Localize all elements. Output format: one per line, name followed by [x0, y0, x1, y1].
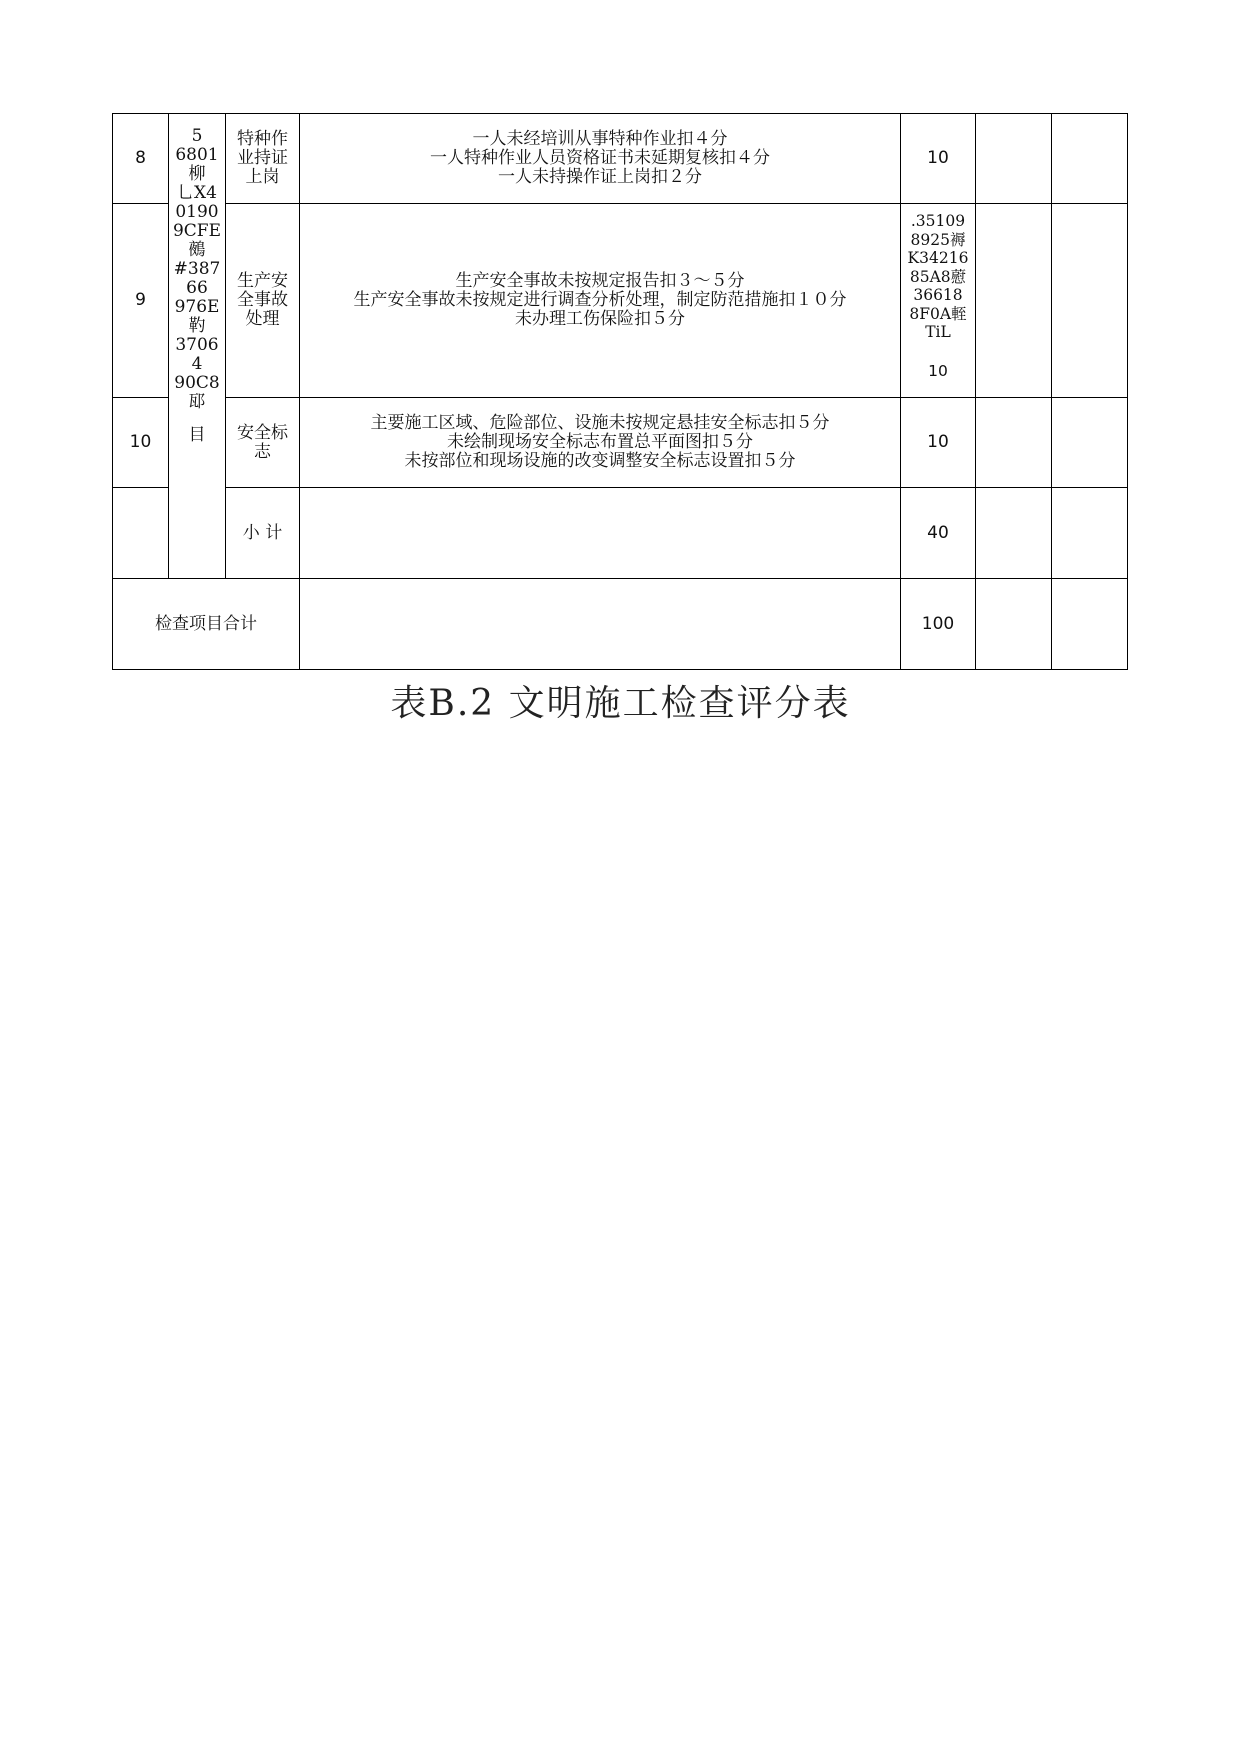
total-rules-cell — [300, 579, 901, 670]
deduction-rule: 未办理工伤保险扣５分 — [515, 309, 685, 329]
code-line: 0190 — [175, 202, 219, 222]
item-name-line: 特种作 — [237, 129, 288, 149]
deducted-score-cell — [976, 579, 1052, 670]
deduction-rule: 生产安全事故未按规定报告扣３～５分 — [455, 271, 745, 291]
item-name-cell — [226, 114, 300, 204]
subtotal-rules-cell — [300, 488, 901, 579]
score-cell — [901, 204, 976, 398]
code-line: 靮 — [188, 316, 206, 336]
score-code-line: 36618 — [913, 286, 963, 304]
actual-score-cell — [1052, 204, 1128, 398]
item-name-line: 生产安 — [237, 271, 288, 291]
score-code-line: 85A8藯 — [909, 267, 967, 286]
code-line: 66 — [186, 278, 208, 298]
score-code-line: K34216 — [907, 249, 969, 267]
actual-score-cell — [1052, 579, 1128, 670]
deducted-score-cell — [976, 488, 1052, 579]
code-line: #387 — [173, 259, 221, 279]
deducted-score-cell — [976, 204, 1052, 398]
total-label: 检查项目合计 — [113, 579, 300, 670]
item-name-line: 安全标 — [237, 422, 288, 443]
total-score: 100 — [901, 579, 976, 670]
item-name-cell — [226, 204, 300, 398]
deducted-score-cell — [976, 398, 1052, 488]
code-column-cell — [169, 114, 226, 579]
code-line: 3706 — [175, 335, 219, 355]
score-code-line: .35109 — [910, 212, 966, 230]
code-line: 90C8 — [174, 373, 220, 393]
score-code-line: TiL — [925, 323, 951, 341]
table-row — [113, 398, 1128, 488]
deduction-rule: 主要施工区域、危险部位、设施未按规定悬挂安全标志扣５分 — [370, 413, 830, 433]
code-line: 976E — [174, 297, 220, 317]
actual-score-cell — [1052, 488, 1128, 579]
code-line: 目 — [188, 425, 206, 445]
row-seq — [113, 488, 169, 579]
code-line: 9CFE — [172, 221, 222, 241]
row-seq: 9 — [113, 204, 169, 398]
row-seq: 8 — [113, 114, 169, 204]
deduction-rule: 一人未经培训从事特种作业扣４分 — [472, 129, 728, 149]
table-caption: 表B.2 文明施工检查评分表 — [390, 683, 851, 724]
code-line: 6801 — [175, 145, 219, 165]
score-code-line: 8F0A輊 — [909, 304, 967, 323]
deduction-rules-cell — [300, 204, 901, 398]
item-name-line: 志 — [254, 441, 271, 462]
subtotal-label: 小 计 — [226, 488, 300, 579]
item-name-line: 全事故 — [237, 290, 288, 310]
item-name-line: 业持证 — [237, 148, 288, 168]
code-line: 鵺 — [188, 240, 206, 260]
deduction-rule: 未绘制现场安全标志布置总平面图扣５分 — [447, 432, 753, 452]
score-cell: 10 — [901, 114, 976, 204]
deduction-rule: 生产安全事故未按规定进行调查分析处理，制定防范措施扣１０分 — [353, 290, 847, 310]
code-line: 邷 — [188, 392, 206, 412]
deduction-rules-cell — [300, 398, 901, 488]
code-line: 柳 — [188, 164, 206, 184]
code-line: 5 — [191, 126, 203, 146]
item-name-line: 处理 — [245, 309, 280, 329]
deducted-score-cell — [976, 114, 1052, 204]
score-code-line: 8925褥 — [910, 230, 966, 249]
total-row — [113, 579, 1128, 670]
inspection-score-table — [112, 113, 1128, 670]
deduction-rule: 一人特种作业人员资格证书未延期复核扣４分 — [430, 148, 770, 168]
deduction-rule: 未按部位和现场设施的改变调整安全标志设置扣５分 — [404, 451, 796, 471]
row-seq: 10 — [113, 398, 169, 488]
table-row — [113, 114, 1128, 204]
item-name-line: 上岗 — [245, 167, 280, 187]
deduction-rule: 一人未持操作证上岗扣２分 — [498, 167, 702, 187]
code-line: 乚X4 — [177, 183, 217, 203]
actual-score-cell — [1052, 398, 1128, 488]
code-line: 4 — [191, 354, 203, 374]
score-value: 10 — [928, 361, 948, 380]
score-cell: 10 — [901, 398, 976, 488]
table-row — [113, 204, 1128, 398]
subtotal-score: 40 — [901, 488, 976, 579]
actual-score-cell — [1052, 114, 1128, 204]
deduction-rules-cell — [300, 114, 901, 204]
subtotal-row — [113, 488, 1128, 579]
item-name-cell — [226, 398, 300, 488]
